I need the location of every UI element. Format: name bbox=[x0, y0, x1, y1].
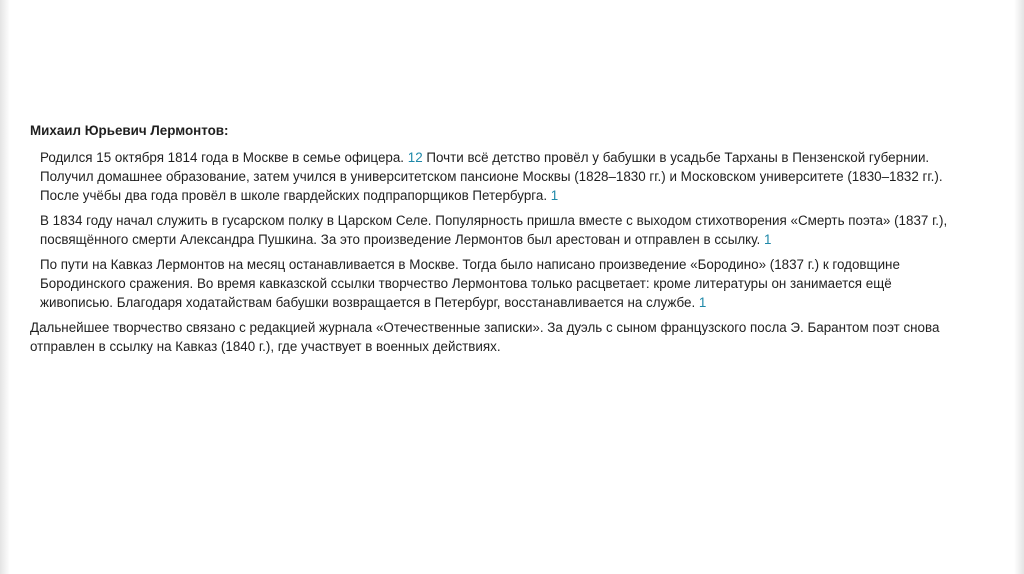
paragraph-birth bbox=[40, 148, 955, 205]
paragraph-birth-text-part1: Родился 15 октября 1814 года в Москве в семье офицера. bbox=[40, 150, 408, 165]
paragraph-caucasus bbox=[40, 255, 955, 312]
slide-edge-shadow-left bbox=[0, 0, 10, 574]
slide-content bbox=[30, 121, 970, 356]
paragraph-later-work: Дальнейшее творчество связано с редакцией журнала «Отечественные записки». За дуэль с сыном французского посла Э. Барантом поэт снова отправлен в ссылку на Кавказ (1840 г.), где участвует в военных действиях. bbox=[30, 320, 940, 354]
reference-link[interactable]: 1 bbox=[763, 232, 772, 247]
paragraph-birth-text-part2: Почти всё детство провёл у бабушки в усадьбе Тарханы в Пензенской губернии. Получил домашнее образование, затем учился в университетском пансионе Москвы (1828–1830 гг.) и Московском университете (1830–1832 гг.). После учёбы два года провёл в школе гвардейских подпрапорщиков Петербурга. bbox=[40, 150, 943, 203]
heading-colon: : bbox=[224, 123, 229, 138]
slide-edge-shadow-right bbox=[1014, 0, 1024, 574]
paragraph-service bbox=[40, 211, 955, 249]
paragraph-caucasus-text: По пути на Кавказ Лермонтов на месяц останавливается в Москве. Тогда было написано произведение «Бородино» (1837 г.) к годовщине Бородинского сражения. Во время кавказской ссылки творчество Лермонтова только расцветает: кроме литературы он занимается ещё живописью. Благодаря ходатайствам бабушки возвращается в Петербург, восстанавливается на службе. bbox=[40, 257, 900, 310]
reference-link[interactable]: 1 bbox=[550, 188, 559, 203]
reference-link[interactable]: 1 bbox=[698, 295, 707, 310]
paragraph-service-text: В 1834 году начал служить в гусарском полку в Царском Селе. Популярность пришла вместе с выходом стихотворения «Смерть поэта» (1837 г.), посвящённого смерти Александра Пушкина. За это произведение Лермонтов был арестован и отправлен в ссылку. bbox=[40, 213, 948, 247]
reference-link[interactable]: 12 bbox=[407, 150, 423, 165]
heading-text: Михаил Юрьевич Лермонтов bbox=[30, 123, 225, 138]
slide-heading bbox=[30, 121, 970, 140]
